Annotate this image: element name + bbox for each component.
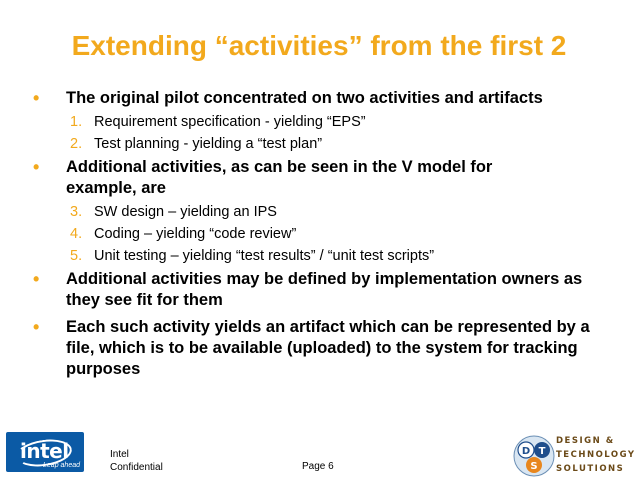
footer-classification: Confidential bbox=[110, 462, 163, 473]
sub-bullet-text: Coding – yielding “code review” bbox=[94, 226, 297, 242]
bullet-dot-icon: • bbox=[33, 157, 40, 177]
dts-letter-s: S bbox=[530, 461, 538, 472]
sub-bullet-number: 1. bbox=[70, 114, 83, 130]
bullet-item bbox=[30, 157, 536, 199]
bullet-list bbox=[30, 88, 620, 382]
sub-bullet-text: SW design – yielding an IPS bbox=[94, 204, 277, 220]
intel-logo-text: intel bbox=[20, 439, 69, 463]
sub-bullet-text: Test planning - yielding a “test plan” bbox=[94, 136, 323, 152]
bullet-item bbox=[30, 88, 620, 109]
sub-bullet-item bbox=[30, 111, 620, 133]
sub-bullet-number: 5. bbox=[70, 248, 83, 264]
dts-word-line: DESIGN & bbox=[556, 436, 615, 446]
sub-bullet-item bbox=[30, 133, 620, 155]
bullet-text: The original pilot concentrated on two activities and artifacts bbox=[66, 89, 543, 107]
dts-word-line: TECHNOLOGY bbox=[556, 450, 636, 460]
slide-title: Extending “activities” from the first 2 bbox=[71, 30, 567, 61]
bullet-item bbox=[30, 317, 620, 380]
bullet-text: Additional activities, as can be seen in the V model for example, are bbox=[66, 158, 493, 197]
dts-letter-t: T bbox=[538, 446, 546, 457]
bullet-text: Each such activity yields an artifact which can be represented by a file, which is to be available (uploaded) to the system for tracking purposes bbox=[66, 318, 590, 378]
sub-bullet-item bbox=[30, 245, 620, 267]
bullet-dot-icon: • bbox=[33, 317, 40, 337]
bullet-dot-icon: • bbox=[33, 88, 40, 108]
footer-company: Intel bbox=[110, 449, 129, 460]
intel-tagline: Leap ahead bbox=[43, 462, 80, 469]
sub-bullet-item bbox=[30, 223, 620, 245]
dts-wordmark bbox=[556, 434, 636, 476]
dts-word-line: SOLUTIONS bbox=[556, 464, 625, 474]
dts-logo bbox=[512, 434, 634, 478]
sub-bullet-text: Requirement specification - yielding “EPS” bbox=[94, 114, 366, 130]
sub-bullet-text: Unit testing – yielding “test results” / “unit test scripts” bbox=[94, 248, 435, 264]
sub-bullet-number: 3. bbox=[70, 204, 83, 220]
bullet-dot-icon: • bbox=[33, 269, 40, 289]
sub-bullet-number: 4. bbox=[70, 226, 83, 242]
page-number: Page 6 bbox=[302, 461, 334, 472]
sub-bullet-number: 2. bbox=[70, 136, 83, 152]
sub-bullet-item bbox=[30, 201, 620, 223]
dts-emblem-icon bbox=[512, 434, 556, 478]
footer-confidentiality bbox=[110, 448, 163, 474]
dts-letter-d: D bbox=[521, 446, 531, 457]
bullet-item bbox=[30, 269, 620, 311]
bullet-text: Additional activities may be defined by implementation owners as they see fit for them bbox=[66, 270, 583, 309]
intel-logo bbox=[6, 432, 84, 472]
